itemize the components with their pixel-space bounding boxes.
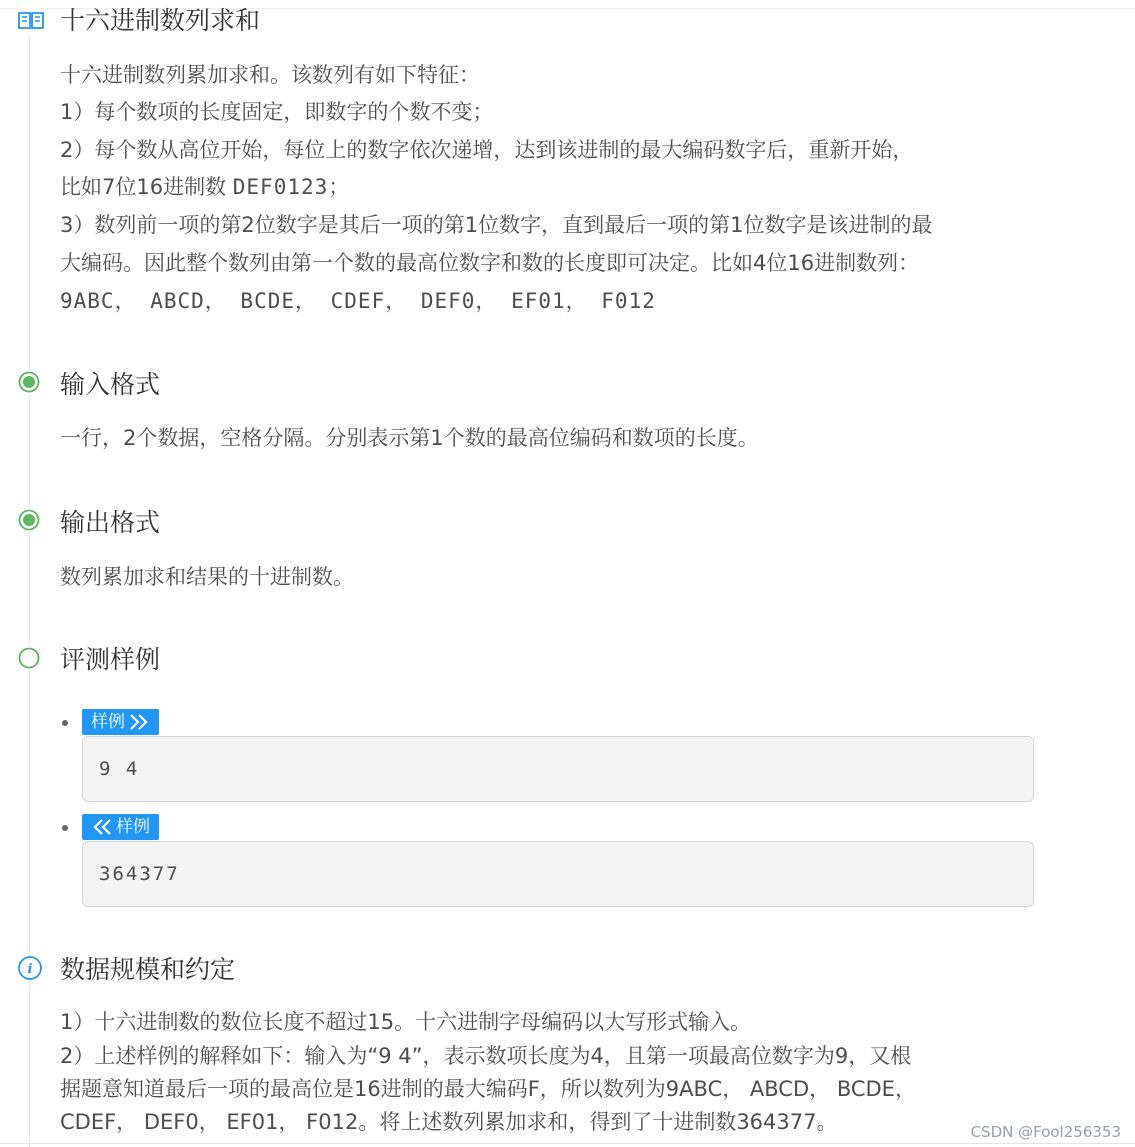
sample-input-tag xyxy=(82,709,159,735)
list-bullet xyxy=(62,720,68,726)
book-icon xyxy=(17,8,41,32)
filled-circle-icon xyxy=(17,508,41,532)
chevron-double-left-icon xyxy=(91,818,113,836)
constraints-line: 1）十六进制数的数位长度不超过15。十六进制字母编码以大写形式输入。 xyxy=(60,1010,752,1034)
problem-title: 十六进制数列求和 xyxy=(60,6,261,35)
list-bullet xyxy=(62,825,68,831)
hollow-circle-icon xyxy=(17,646,41,670)
input-format-heading: 输入格式 xyxy=(60,370,161,399)
description-line: 3）数列前一项的第2位数字是其后一项的第1位数字，直到最后一项的第1位数字是该进制的最 xyxy=(60,213,933,237)
input-format-text: 一行，2个数据，空格分隔。分别表示第1个数的最高位编码和数项的长度。 xyxy=(60,426,759,450)
bottom-divider xyxy=(0,1143,1135,1144)
description-line xyxy=(60,169,350,206)
sample-output-tag xyxy=(82,814,159,840)
sample-input-tag-label: 样例 xyxy=(91,712,125,732)
description-line: 1）每个数项的长度固定，即数字的个数不变； xyxy=(60,100,494,124)
sample-output-tag-label: 样例 xyxy=(116,817,150,837)
constraints-heading: 数据规模和约定 xyxy=(60,955,236,984)
filled-circle-icon xyxy=(17,370,41,394)
svg-text:i: i xyxy=(27,962,33,977)
sample-input-box[interactable]: 9 4 xyxy=(82,736,1034,802)
description-sequence: 9ABC， ABCD， BCDE， CDEF， DEF0， EF01， F012 xyxy=(60,289,656,313)
info-icon xyxy=(17,955,41,979)
constraints-line: 据题意知道最后一项的最高位是16进制的最大编码F，所以数列为9ABC， ABCD， BCDE， xyxy=(60,1077,916,1101)
description-line: 十六进制数列累加求和。该数列有如下特征： xyxy=(60,63,480,87)
samples-heading: 评测样例 xyxy=(60,645,161,674)
constraints-line: 2）上述样例的解释如下：输入为“9 4”，表示数项长度为4，且第一项最高位数字为9，又根 xyxy=(60,1044,912,1068)
chevron-double-right-icon xyxy=(128,713,150,731)
sample-output-box[interactable]: 364377 xyxy=(82,841,1034,907)
watermark: CSDN @Fool256353 xyxy=(970,1123,1121,1141)
output-format-heading: 输出格式 xyxy=(60,508,161,537)
description-line: 大编码。因此整个数列由第一个数的最高位数字和数的长度即可决定。比如4位16进制数列： xyxy=(60,251,920,275)
description-line: 2）每个数从高位开始，每位上的数字依次递增，达到该进制的最大编码数字后，重新开始， xyxy=(60,138,914,162)
output-format-text: 数列累加求和结果的十进制数。 xyxy=(60,565,354,589)
description-code: DEF0123； xyxy=(232,175,351,199)
constraints-line: CDEF， DEF0， EF01， F012。将上述数列累加求和，得到了十进制数364377。 xyxy=(60,1110,838,1134)
description-text: 比如7位16进制数 xyxy=(60,175,233,199)
